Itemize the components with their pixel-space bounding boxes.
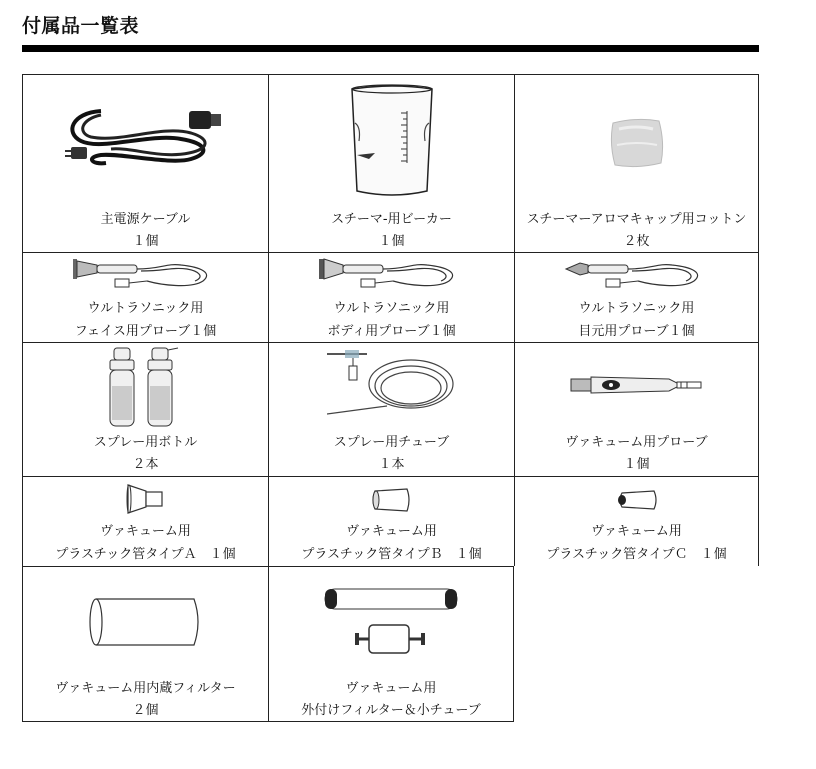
item-quantity: ２枚 xyxy=(623,234,650,249)
table-cell-steamer-beaker xyxy=(268,74,514,252)
tube-type-c-image xyxy=(515,487,758,513)
item-name: スプレー用チューブ xyxy=(333,435,450,450)
vacuum-probe-image xyxy=(515,373,758,397)
item-quantity: １個 xyxy=(132,234,159,249)
item-name: ヴァキューム用プローブ xyxy=(565,435,708,450)
table-cell-external-filter xyxy=(268,566,514,722)
table-cell-face-probe xyxy=(22,252,268,342)
item-quantity: ２本 xyxy=(132,457,159,472)
table-cell-eye-probe xyxy=(514,252,759,342)
item-quantity: １個 xyxy=(378,234,405,249)
item-name: ヴァキューム用 xyxy=(346,524,437,539)
page-title: 付属品一覧表 xyxy=(22,15,140,37)
item-name: ウルトラソニック用 xyxy=(333,301,450,316)
internal-filter-image xyxy=(23,597,268,647)
item-name: スプレー用ボトル xyxy=(93,435,198,450)
item-quantity: プラスチック管タイプＢ １個 xyxy=(301,547,482,562)
tube-type-a-image xyxy=(23,483,268,515)
body-probe-image xyxy=(269,255,514,295)
item-name: ヴァキューム用 xyxy=(100,524,191,539)
power-cable-image xyxy=(23,103,268,173)
item-quantity: プラスチック管タイプＣ １個 xyxy=(546,547,727,562)
item-name: ヴァキューム用 xyxy=(345,681,437,696)
face-probe-image xyxy=(23,255,268,295)
item-name: ウルトラソニック用 xyxy=(87,301,204,316)
table-cell-power-cable xyxy=(22,74,268,252)
table-cell-body-probe xyxy=(268,252,514,342)
table-cell-internal-filter xyxy=(22,566,268,722)
tube-type-b-image xyxy=(269,487,514,513)
item-quantity: １個 xyxy=(623,457,650,472)
cotton-image xyxy=(515,115,758,171)
item-name: ヴァキューム用内蔵フィルター xyxy=(55,681,236,696)
eye-probe-image xyxy=(515,255,758,295)
item-name: 主電源ケーブル xyxy=(100,212,191,227)
table-cell-tube-type-a xyxy=(22,476,268,566)
item-quantity: 外付けフィルター＆小チューブ xyxy=(301,703,481,718)
spray-bottle-image xyxy=(23,346,268,428)
beaker-image xyxy=(269,83,514,201)
table-cell-vacuum-probe xyxy=(514,342,759,476)
item-name: ヴァキューム用 xyxy=(591,524,682,539)
item-name: スチーマ-用ビーカー xyxy=(331,212,452,227)
item-quantity: １本 xyxy=(378,457,405,472)
item-name: スチーマーアロマキャップ用コットン xyxy=(526,212,747,227)
item-name: ウルトラソニック用 xyxy=(578,301,695,316)
item-quantity: フェイス用プローブ１個 xyxy=(74,324,217,339)
table-cell-spray-bottle xyxy=(22,342,268,476)
item-quantity: ボディ用プローブ１個 xyxy=(327,324,456,339)
table-cell-spray-tube xyxy=(268,342,514,476)
table-cell-tube-type-b xyxy=(268,476,514,566)
item-quantity: ２個 xyxy=(132,703,159,718)
table-cell-tube-type-c xyxy=(514,476,759,566)
table-cell-aroma-cotton xyxy=(514,74,759,252)
external-filter-image xyxy=(269,587,513,657)
item-quantity: プラスチック管タイプＡ １個 xyxy=(55,547,236,562)
spray-tube-image xyxy=(269,348,514,418)
item-quantity: 目元用プローブ１個 xyxy=(578,324,695,339)
